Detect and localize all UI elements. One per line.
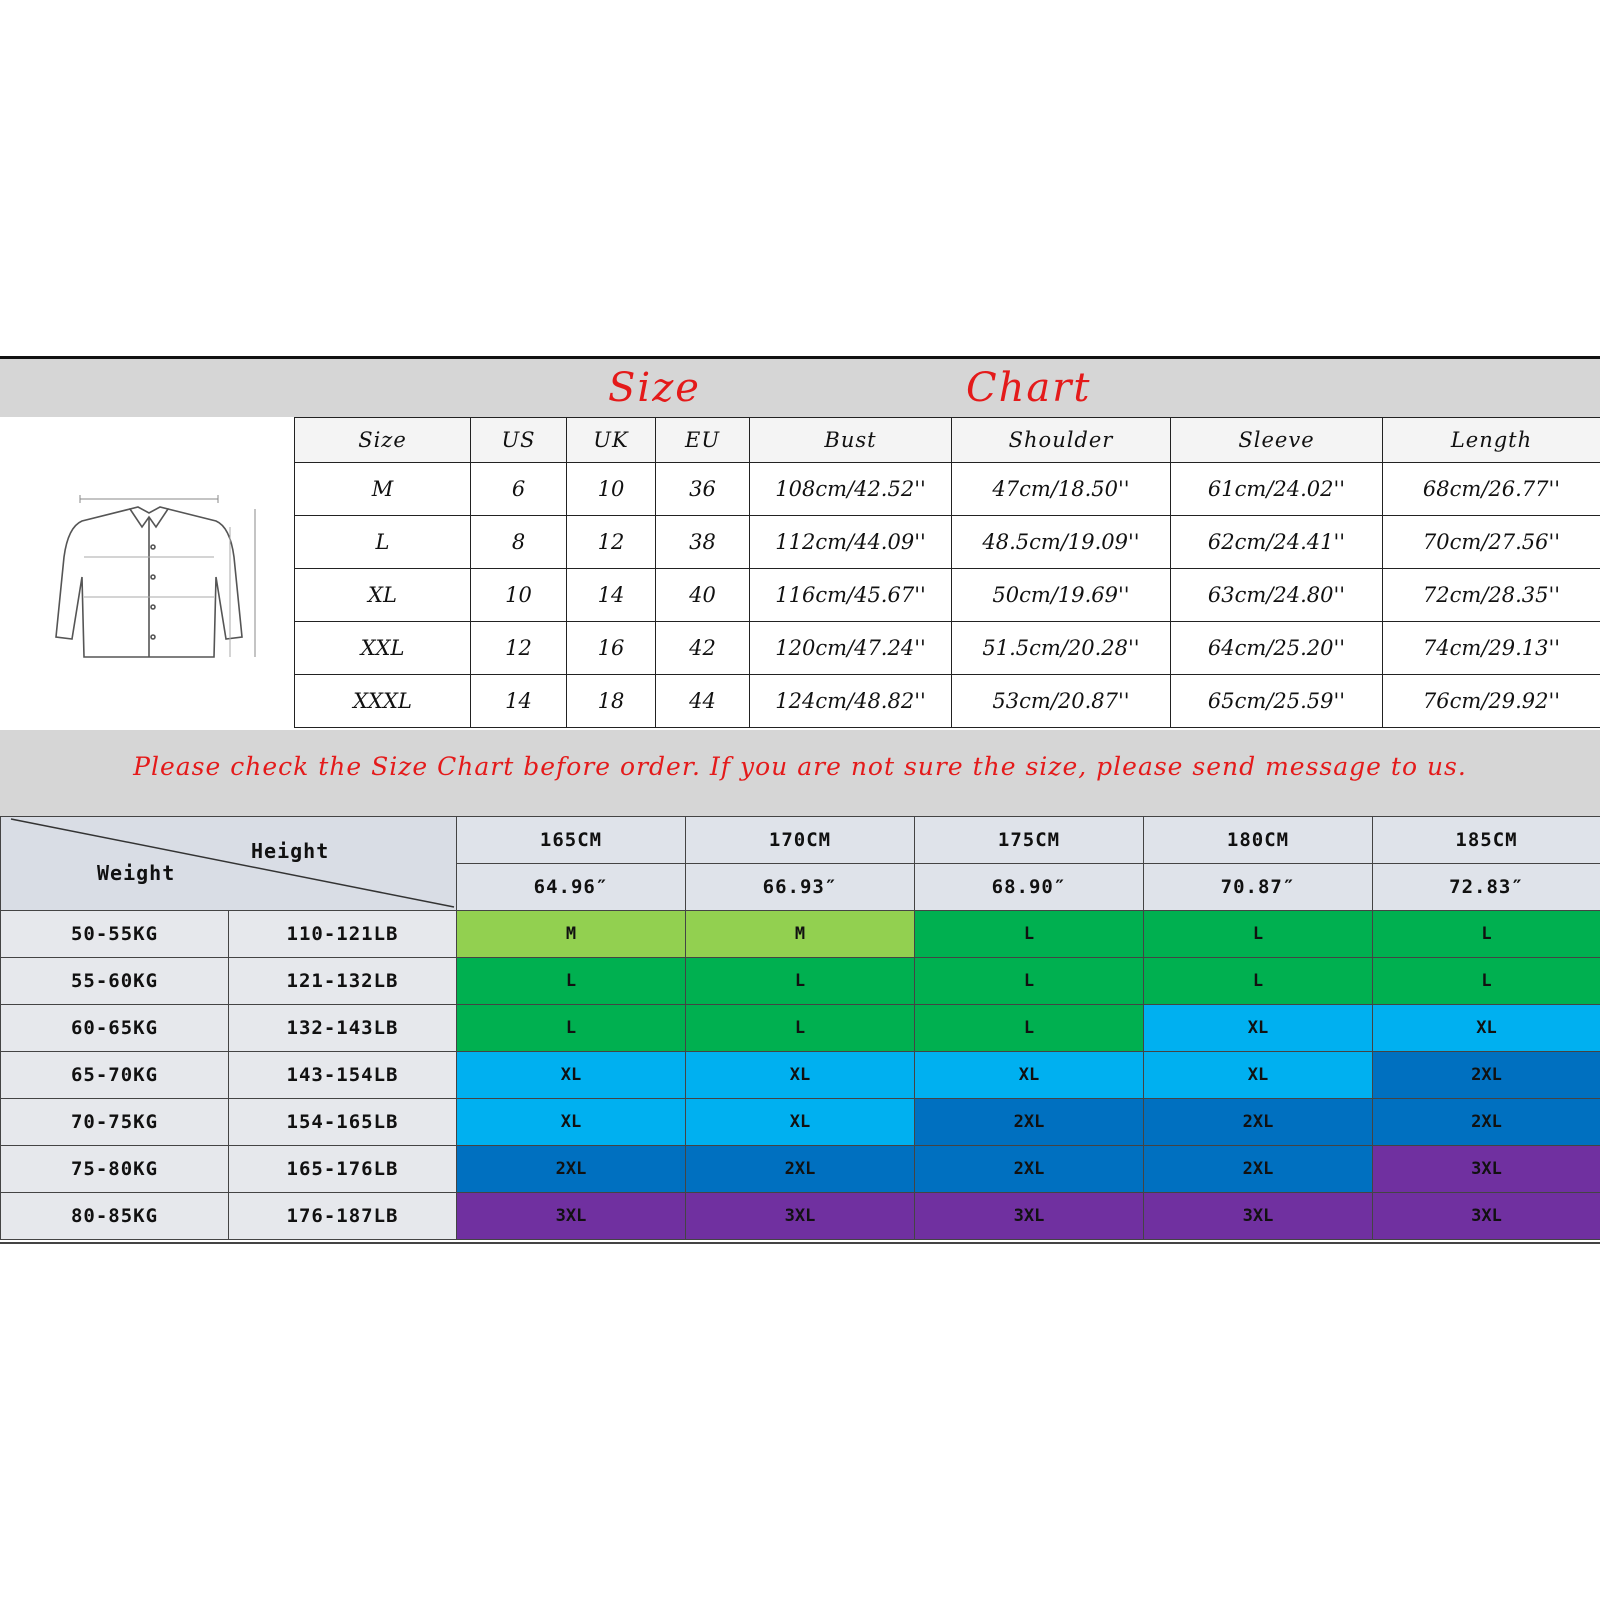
measurement-cell-bust: 116cm/45.67'' [750, 569, 952, 622]
recommended-size-cell: 3XL [1373, 1193, 1600, 1240]
measurement-cell-size: XL [295, 569, 471, 622]
measurement-cell-eu: 36 [656, 463, 750, 516]
recommended-size-cell: M [686, 911, 915, 958]
recommended-size-cell: L [915, 958, 1144, 1005]
weight-kg-cell: 65-70KG [1, 1052, 229, 1099]
recommended-size-cell: 3XL [1144, 1193, 1373, 1240]
measurement-cell-us: 10 [471, 569, 567, 622]
recommended-size-cell: 2XL [1373, 1099, 1600, 1146]
measurement-cell-us: 12 [471, 622, 567, 675]
weight-kg-cell: 55-60KG [1, 958, 229, 1005]
title-band [0, 359, 1600, 417]
fit-corner [1, 817, 457, 911]
recommended-size-cell: L [915, 1005, 1144, 1052]
measurement-cell-size: XXL [295, 622, 471, 675]
measurement-cell-size: M [295, 463, 471, 516]
measurement-cell-length: 74cm/29.13'' [1383, 622, 1600, 675]
measurement-cell-bust: 112cm/44.09'' [750, 516, 952, 569]
recommended-size-cell: 3XL [457, 1193, 686, 1240]
fit-row [1, 911, 1600, 958]
measurement-cell-eu: 42 [656, 622, 750, 675]
recommended-size-cell: L [1373, 958, 1600, 1005]
measurement-row [295, 463, 1600, 516]
fit-row [1, 1146, 1600, 1193]
measurement-cell-shoulder: 51.5cm/20.28'' [952, 622, 1171, 675]
measurement-cell-length: 68cm/26.77'' [1383, 463, 1600, 516]
fit-row [1, 1099, 1600, 1146]
recommended-size-cell: XL [457, 1052, 686, 1099]
title-chart-word: Chart [966, 365, 1092, 411]
recommended-size-cell: 2XL [1373, 1052, 1600, 1099]
measurement-cell-uk: 14 [567, 569, 656, 622]
recommended-size-cell: XL [457, 1099, 686, 1146]
height-in-180: 70.87″ [1144, 864, 1373, 911]
measurement-cell-us: 6 [471, 463, 567, 516]
weight-kg-cell: 60-65KG [1, 1005, 229, 1052]
measurement-cell-shoulder: 48.5cm/19.09'' [952, 516, 1171, 569]
measurement-cell-bust: 124cm/48.82'' [750, 675, 952, 728]
recommended-size-cell: L [915, 911, 1144, 958]
recommended-size-cell: L [686, 1005, 915, 1052]
diagonal-divider [1, 817, 456, 909]
measurement-cell-sleeve: 63cm/24.80'' [1171, 569, 1383, 622]
header-eu: EU [656, 418, 750, 463]
notice-text: Please check the Size Chart before order. If you are not sure the size, please send message to us. [133, 752, 1467, 781]
weight-lb-cell: 121-132LB [229, 958, 457, 1005]
fit-header-row-cm [1, 817, 1600, 864]
shirt-measurement-diagram-icon [50, 487, 270, 677]
recommended-size-cell: L [686, 958, 915, 1005]
fit-row [1, 1193, 1600, 1240]
recommended-size-cell: 2XL [1144, 1099, 1373, 1146]
height-cm-170: 170CM [686, 817, 915, 864]
measurement-row [295, 516, 1600, 569]
header-length: Length [1383, 418, 1600, 463]
measurement-cell-uk: 10 [567, 463, 656, 516]
measurement-cell-shoulder: 50cm/19.69'' [952, 569, 1171, 622]
weight-lb-cell: 176-187LB [229, 1193, 457, 1240]
measurement-cell-sleeve: 64cm/25.20'' [1171, 622, 1383, 675]
measurement-cell-length: 76cm/29.92'' [1383, 675, 1600, 728]
recommended-size-cell: XL [1373, 1005, 1600, 1052]
fit-row [1, 1052, 1600, 1099]
fit-table [0, 816, 1600, 1240]
measurement-cell-eu: 40 [656, 569, 750, 622]
recommended-size-cell: 2XL [686, 1146, 915, 1193]
measurement-header-row [295, 418, 1600, 463]
header-bust: Bust [750, 418, 952, 463]
diagram-panel [0, 417, 294, 730]
weight-lb-cell: 154-165LB [229, 1099, 457, 1146]
recommended-size-cell: 3XL [1373, 1146, 1600, 1193]
measurement-cell-eu: 44 [656, 675, 750, 728]
recommended-size-cell: L [1144, 911, 1373, 958]
recommended-size-cell: XL [915, 1052, 1144, 1099]
measurement-cell-bust: 120cm/47.24'' [750, 622, 952, 675]
header-us: US [471, 418, 567, 463]
measurement-cell-eu: 38 [656, 516, 750, 569]
measurement-cell-size: XXXL [295, 675, 471, 728]
height-cm-180: 180CM [1144, 817, 1373, 864]
header-uk: UK [567, 418, 656, 463]
weight-lb-cell: 132-143LB [229, 1005, 457, 1052]
measurement-cell-sleeve: 62cm/24.41'' [1171, 516, 1383, 569]
title-size-word: Size [608, 365, 701, 411]
height-in-170: 66.93″ [686, 864, 915, 911]
measurement-row [295, 622, 1600, 675]
header-size: Size [295, 418, 471, 463]
measurement-cell-us: 8 [471, 516, 567, 569]
height-cm-185: 185CM [1373, 817, 1600, 864]
measurement-cell-sleeve: 61cm/24.02'' [1171, 463, 1383, 516]
height-cm-165: 165CM [457, 817, 686, 864]
height-cm-175: 175CM [915, 817, 1144, 864]
fit-row [1, 1005, 1600, 1052]
measurement-cell-uk: 12 [567, 516, 656, 569]
measurement-cell-bust: 108cm/42.52'' [750, 463, 952, 516]
recommended-size-cell: XL [1144, 1005, 1373, 1052]
recommended-size-cell: 2XL [915, 1146, 1144, 1193]
recommended-size-cell: 2XL [915, 1099, 1144, 1146]
weight-lb-cell: 110-121LB [229, 911, 457, 958]
recommended-size-cell: 2XL [457, 1146, 686, 1193]
notice-band [0, 730, 1600, 816]
recommended-size-cell: L [1373, 911, 1600, 958]
measurement-cell-uk: 16 [567, 622, 656, 675]
measurement-cell-us: 14 [471, 675, 567, 728]
measurement-row [295, 675, 1600, 728]
measurement-row [295, 569, 1600, 622]
fit-row [1, 958, 1600, 1005]
header-sleeve: Sleeve [1171, 418, 1383, 463]
measurement-table [294, 417, 1600, 728]
recommended-size-cell: M [457, 911, 686, 958]
weight-kg-cell: 50-55KG [1, 911, 229, 958]
weight-kg-cell: 70-75KG [1, 1099, 229, 1146]
measurement-cell-size: L [295, 516, 471, 569]
recommended-size-cell: L [457, 1005, 686, 1052]
recommended-size-cell: XL [686, 1052, 915, 1099]
recommended-size-cell: L [1144, 958, 1373, 1005]
measurement-cell-length: 72cm/28.35'' [1383, 569, 1600, 622]
weight-lb-cell: 165-176LB [229, 1146, 457, 1193]
weight-lb-cell: 143-154LB [229, 1052, 457, 1099]
measurement-cell-sleeve: 65cm/25.59'' [1171, 675, 1383, 728]
size-chart [0, 356, 1600, 1244]
recommended-size-cell: 3XL [915, 1193, 1144, 1240]
recommended-size-cell: XL [1144, 1052, 1373, 1099]
recommended-size-cell: 3XL [686, 1193, 915, 1240]
measurement-cell-shoulder: 53cm/20.87'' [952, 675, 1171, 728]
weight-kg-cell: 80-85KG [1, 1193, 229, 1240]
corner-weight-label: Weight [97, 861, 176, 885]
height-in-175: 68.90″ [915, 864, 1144, 911]
measurement-cell-length: 70cm/27.56'' [1383, 516, 1600, 569]
weight-kg-cell: 75-80KG [1, 1146, 229, 1193]
corner-height-label: Height [251, 839, 330, 863]
measurement-cell-uk: 18 [567, 675, 656, 728]
recommended-size-cell: L [457, 958, 686, 1005]
height-in-185: 72.83″ [1373, 864, 1600, 911]
height-in-165: 64.96″ [457, 864, 686, 911]
recommended-size-cell: XL [686, 1099, 915, 1146]
recommended-size-cell: 2XL [1144, 1146, 1373, 1193]
header-shoulder: Shoulder [952, 418, 1171, 463]
measurement-cell-shoulder: 47cm/18.50'' [952, 463, 1171, 516]
